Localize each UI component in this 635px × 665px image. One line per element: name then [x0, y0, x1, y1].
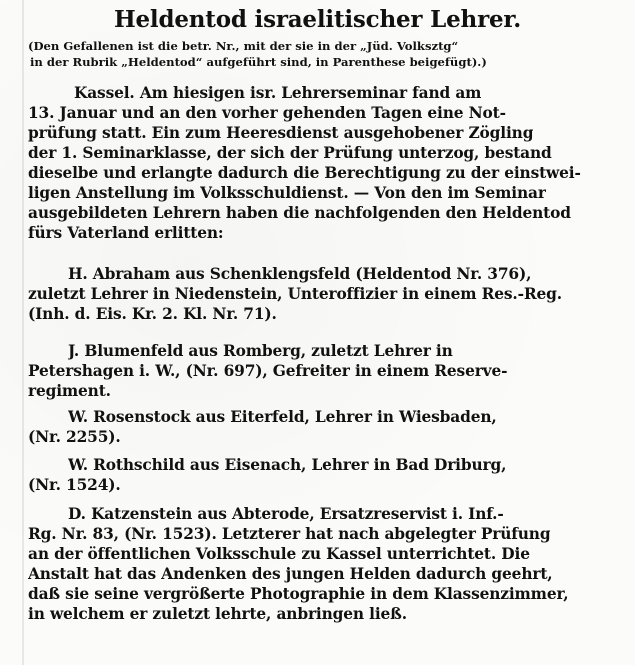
body-line: daß sie seine vergrößerte Photographie in dem Klassenzimmer, — [28, 585, 569, 603]
body-line: zuletzt Lehrer in Niedenstein, Unteroffizier in einem Res.-Reg. — [28, 285, 562, 303]
note-line: in der Rubrik „Heldentod“ aufgeführt sind, in Parenthese beigefügt).) — [30, 55, 487, 69]
body-line: ligen Anstellung im Volksschuldienst. — Von den im Seminar — [28, 184, 546, 202]
body-line: der 1. Seminarklasse, der sich der Prüfung unterzog, bestand — [28, 144, 552, 162]
body-line: prüfung statt. Ein zum Heeresdienst ausgehobener Zögling — [28, 124, 534, 142]
body-line: fürs Vaterland erlitten: — [28, 224, 224, 242]
body-line: W. Rothschild aus Eisenach, Lehrer in Bad Driburg, — [68, 456, 507, 474]
body-line: W. Rosenstock aus Eiterfeld, Lehrer in Wiesbaden, — [68, 408, 497, 426]
body-line: dieselbe und erlangte dadurch die Berechtigung zu der einstwei- — [28, 164, 581, 182]
body-line: 13. Januar und an den vorher gehenden Tagen eine Not- — [28, 104, 506, 122]
note-line: (Den Gefallenen ist die betr. Nr., mit der sie in der „Jüd. Volksztg“ — [28, 39, 459, 53]
body-line: J. Blumenfeld aus Romberg, zuletzt Lehrer in — [68, 342, 453, 360]
body-line: regiment. — [28, 382, 111, 400]
body-line: Kassel. Am hiesigen isr. Lehrerseminar fand am — [74, 84, 482, 102]
body-line: an der öffentlichen Volksschule zu Kassel unterrichtet. Die — [28, 545, 530, 563]
body-line: Rg. Nr. 83, (Nr. 1523). Letzterer hat nach abgelegter Prüfung — [28, 525, 551, 543]
body-line: D. Katzenstein aus Abterode, Ersatzreservist i. Inf.- — [68, 505, 504, 523]
body-line: in welchem er zuletzt lehrte, anbringen ließ. — [28, 605, 407, 623]
body-line: (Nr. 2255). — [28, 428, 121, 446]
body-line: ausgebildeten Lehrern haben die nachfolgenden den Heldentod — [28, 204, 571, 222]
editorial-note — [28, 38, 628, 70]
body-line: Anstalt hat das Andenken des jungen Helden dadurch geehrt, — [28, 565, 553, 583]
body-line: H. Abraham aus Schenklengsfeld (Heldentod Nr. 376), — [68, 265, 532, 283]
article-title: Heldentod israelitischer Lehrer. — [113, 6, 522, 33]
paper-fold-shadow — [22, 0, 24, 665]
body-line: (Inh. d. Eis. Kr. 2. Kl. Nr. 71). — [28, 305, 277, 323]
body-line: (Nr. 1524). — [28, 476, 121, 494]
body-line: Petershagen i. W., (Nr. 697), Gefreiter in einem Reserve- — [28, 362, 508, 380]
